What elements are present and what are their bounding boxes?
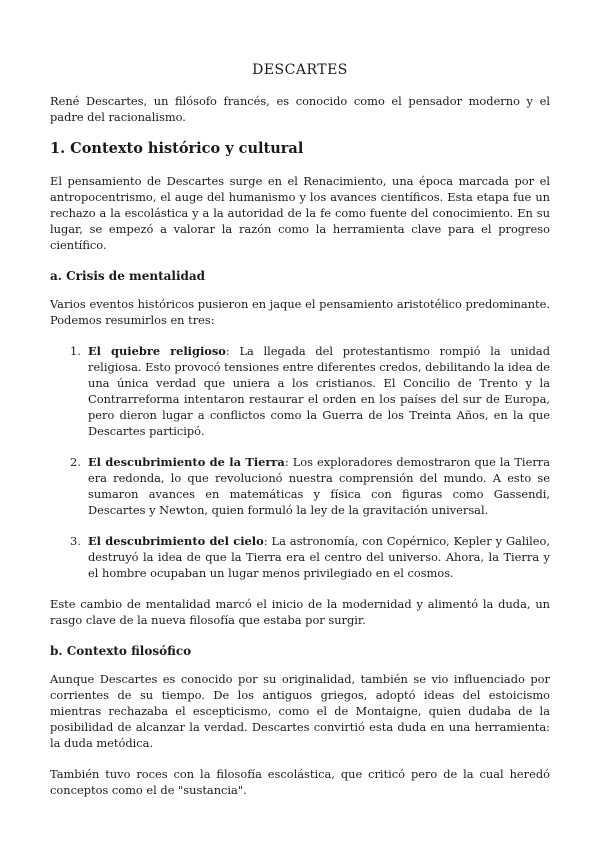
subsection-a-paragraph: Varios eventos históricos pusieron en jaque el pensamiento aristotélico predominante. Podemos resumirlos en tres: <box>50 297 550 327</box>
subsection-a-heading: a. Crisis de mentalidad <box>50 269 206 283</box>
list-item-lead: El quiebre religioso <box>88 344 226 358</box>
list-item <box>70 343 551 439</box>
section-1-paragraph: El pensamiento de Descartes surge en el Renacimiento, una época marcada por el antropocentrismo, el auge del humanismo y los avances científicos. Esta etapa fue un rechazo a la escolástica y a la autoridad de la fe como fuente del conocimiento. En su lugar, se empezó a valorar la razón como la herramienta clave para el progreso científico. <box>50 174 550 252</box>
section-1-heading: 1. Contexto histórico y cultural <box>50 140 304 157</box>
subsection-b-paragraph-1: Aunque Descartes es conocido por su originalidad, también se vio influenciado por corrientes de su tiempo. De los antiguos griegos, adoptó ideas del estoicismo mientras rechazaba el escepticismo, como el de Montaigne, quien dudaba de la posibilidad de alcanzar la verdad. Descartes convirtió esta duda en una herramienta: la duda metódica. <box>50 672 550 750</box>
list-item-lead: El descubrimiento de la Tierra <box>88 455 285 469</box>
subsection-a-closing: Este cambio de mentalidad marcó el inicio de la modernidad y alimentó la duda, un rasgo clave de la nueva filosofía que estaba por surgir. <box>50 597 550 627</box>
list-item-number: 3. <box>70 534 81 548</box>
list-item-separator: : <box>284 455 293 469</box>
list-item-separator: : <box>263 534 272 548</box>
crisis-list <box>50 343 550 581</box>
list-item-text: La llegada del protestantismo rompió la unidad religiosa. Esto provocó tensiones entre diferentes credos, debilitando la idea de una única verdad que uniera a los cristianos. El Concilio de Trento y la Contrarreforma intentaron restaurar el orden en los países del sur de Europa, pero dieron lugar a conflictos como la Guerra de los Treinta Años, en la que Descartes participó. <box>88 344 551 438</box>
list-item <box>70 533 551 581</box>
list-item-lead: El descubrimiento del cielo <box>88 534 264 548</box>
list-item-number: 2. <box>70 455 81 469</box>
list-item-text: Los exploradores demostraron que la Tierra era redonda, lo que revolucionó nuestra comprensión del mundo. A esto se sumaron avances en matemáticas y física con figuras como Gassendi, Descartes y Newton, quien formuló la ley de la gravitación universal. <box>88 455 550 517</box>
subsection-b-heading: b. Contexto filosófico <box>50 644 192 658</box>
list-item-text: La astronomía, con Copérnico, Kepler y Galileo, destruyó la idea de que la Tierra era el centro del universo. Ahora, la Tierra y el hombre ocupaban un lugar menos privilegiado en el cosmos. <box>88 534 551 580</box>
list-item-separator: : <box>225 344 240 358</box>
intro-paragraph: René Descartes, un filósofo francés, es conocido como el pensador moderno y el padre del racionalismo. <box>50 94 550 124</box>
document-title: DESCARTES <box>252 62 348 78</box>
list-item-number: 1. <box>70 344 81 358</box>
list-item <box>70 454 550 518</box>
subsection-b-paragraph-2: También tuvo roces con la filosofía escolástica, que criticó pero de la cual heredó conceptos como el de "sustancia". <box>50 767 550 797</box>
